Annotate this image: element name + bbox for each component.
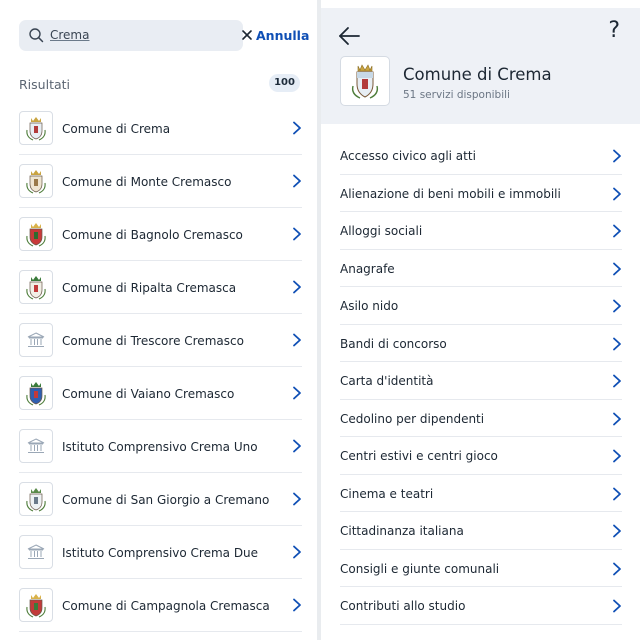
service-item[interactable] bbox=[340, 325, 622, 363]
service-item-label: Cittadinanza italiana bbox=[340, 524, 464, 538]
chevron-right-icon bbox=[292, 598, 302, 612]
service-item-label: Bandi di concorso bbox=[340, 336, 447, 351]
result-item-label: Comune di San Giorgio a Cremano bbox=[62, 493, 270, 507]
crest-campagnola-icon bbox=[19, 588, 53, 622]
chevron-right-icon bbox=[612, 299, 622, 313]
search-results-panel bbox=[0, 0, 317, 640]
service-item-label: Alienazione di beni mobili e immobili bbox=[340, 186, 561, 201]
services-list bbox=[340, 137, 622, 625]
chevron-right-icon bbox=[612, 262, 622, 276]
results-count-badge: 100 bbox=[269, 74, 300, 92]
service-item-label: Cedolino per dipendenti bbox=[340, 411, 485, 426]
service-item[interactable] bbox=[340, 362, 622, 400]
chevron-right-icon bbox=[612, 449, 622, 463]
service-item[interactable] bbox=[340, 212, 622, 250]
crest-bagnolo-icon bbox=[19, 217, 53, 251]
chevron-right-icon bbox=[292, 439, 302, 453]
result-item[interactable] bbox=[19, 526, 302, 579]
crest-crema-icon bbox=[19, 111, 53, 145]
service-item-label: Carta d'identità bbox=[340, 374, 434, 388]
results-list bbox=[19, 102, 302, 632]
service-item-label: Consigli e giunte comunali bbox=[340, 561, 500, 576]
service-item-label: Contributi allo studio bbox=[340, 599, 466, 613]
building-icon bbox=[19, 535, 53, 569]
result-item-label: Istituto Comprensivo Crema Due bbox=[62, 546, 259, 560]
clear-icon[interactable] bbox=[240, 28, 254, 42]
crest-vaiano-icon bbox=[19, 376, 53, 410]
result-item[interactable] bbox=[19, 261, 302, 314]
service-item[interactable] bbox=[340, 287, 622, 325]
crest-san-giorgio-icon bbox=[19, 482, 53, 516]
chevron-right-icon bbox=[612, 487, 622, 501]
crest-crema-icon bbox=[340, 56, 390, 106]
service-item-label: Cinema e teatri bbox=[340, 486, 434, 501]
result-item-label: Comune di Campagnola Cremasca bbox=[62, 599, 270, 613]
service-item[interactable] bbox=[340, 137, 622, 175]
chevron-right-icon bbox=[292, 280, 302, 294]
service-item[interactable] bbox=[340, 400, 622, 438]
service-item-label: Anagrafe bbox=[340, 261, 395, 276]
chevron-right-icon bbox=[292, 492, 302, 506]
chevron-right-icon bbox=[612, 337, 622, 351]
result-item[interactable] bbox=[19, 208, 302, 261]
search-input[interactable] bbox=[19, 20, 243, 51]
chevron-right-icon bbox=[612, 412, 622, 426]
service-item-label: Accesso civico agli atti bbox=[340, 149, 476, 163]
result-item-label: Comune di Trescore Cremasco bbox=[62, 334, 244, 348]
chevron-right-icon bbox=[292, 227, 302, 241]
chevron-right-icon bbox=[292, 386, 302, 400]
result-item[interactable] bbox=[19, 420, 302, 473]
help-icon[interactable]: ? bbox=[608, 18, 620, 43]
chevron-right-icon bbox=[612, 374, 622, 388]
chevron-right-icon bbox=[292, 333, 302, 347]
search-value: Crema bbox=[50, 28, 90, 42]
entity-detail-panel bbox=[321, 0, 640, 640]
result-item-label: Comune di Bagnolo Cremasco bbox=[62, 228, 243, 242]
service-item[interactable] bbox=[340, 512, 622, 550]
search-icon bbox=[28, 27, 44, 43]
result-item[interactable] bbox=[19, 367, 302, 420]
result-item-label: Comune di Ripalta Cremasca bbox=[62, 281, 237, 295]
result-item-label: Comune di Crema bbox=[62, 122, 171, 136]
chevron-right-icon bbox=[612, 599, 622, 613]
back-arrow-icon[interactable] bbox=[338, 26, 360, 46]
result-item[interactable] bbox=[19, 473, 302, 526]
result-item[interactable] bbox=[19, 579, 302, 632]
service-item-label: Asilo nido bbox=[340, 299, 399, 313]
results-heading: Risultati bbox=[19, 77, 71, 92]
service-item[interactable] bbox=[340, 475, 622, 513]
result-item-label: Istituto Comprensivo Crema Uno bbox=[62, 440, 258, 454]
chevron-right-icon bbox=[292, 545, 302, 559]
service-item[interactable] bbox=[340, 175, 622, 213]
entity-title: Comune di Crema bbox=[403, 65, 552, 84]
service-item-label: Centri estivi e centri gioco bbox=[340, 449, 498, 463]
crest-ripalta-icon bbox=[19, 270, 53, 304]
service-item[interactable] bbox=[340, 437, 622, 475]
chevron-right-icon bbox=[612, 224, 622, 238]
service-item[interactable] bbox=[340, 250, 622, 288]
chevron-right-icon bbox=[292, 174, 302, 188]
crest-monte-cremasco-icon bbox=[19, 164, 53, 198]
chevron-right-icon bbox=[612, 187, 622, 201]
result-item-label: Comune di Monte Cremasco bbox=[62, 175, 232, 189]
services-count: 51 servizi disponibili bbox=[403, 89, 510, 101]
chevron-right-icon bbox=[612, 524, 622, 538]
chevron-right-icon bbox=[292, 121, 302, 135]
result-item[interactable] bbox=[19, 314, 302, 367]
building-icon bbox=[19, 323, 53, 357]
service-item-label: Alloggi sociali bbox=[340, 224, 423, 238]
result-item[interactable] bbox=[19, 155, 302, 208]
chevron-right-icon bbox=[612, 562, 622, 576]
result-item-label: Comune di Vaiano Cremasco bbox=[62, 387, 235, 401]
building-icon bbox=[19, 429, 53, 463]
result-item[interactable] bbox=[19, 102, 302, 155]
service-item[interactable] bbox=[340, 587, 622, 625]
entity-header bbox=[321, 8, 640, 124]
chevron-right-icon bbox=[612, 149, 622, 163]
service-item[interactable] bbox=[340, 550, 622, 588]
cancel-button[interactable]: Annulla bbox=[256, 28, 310, 43]
